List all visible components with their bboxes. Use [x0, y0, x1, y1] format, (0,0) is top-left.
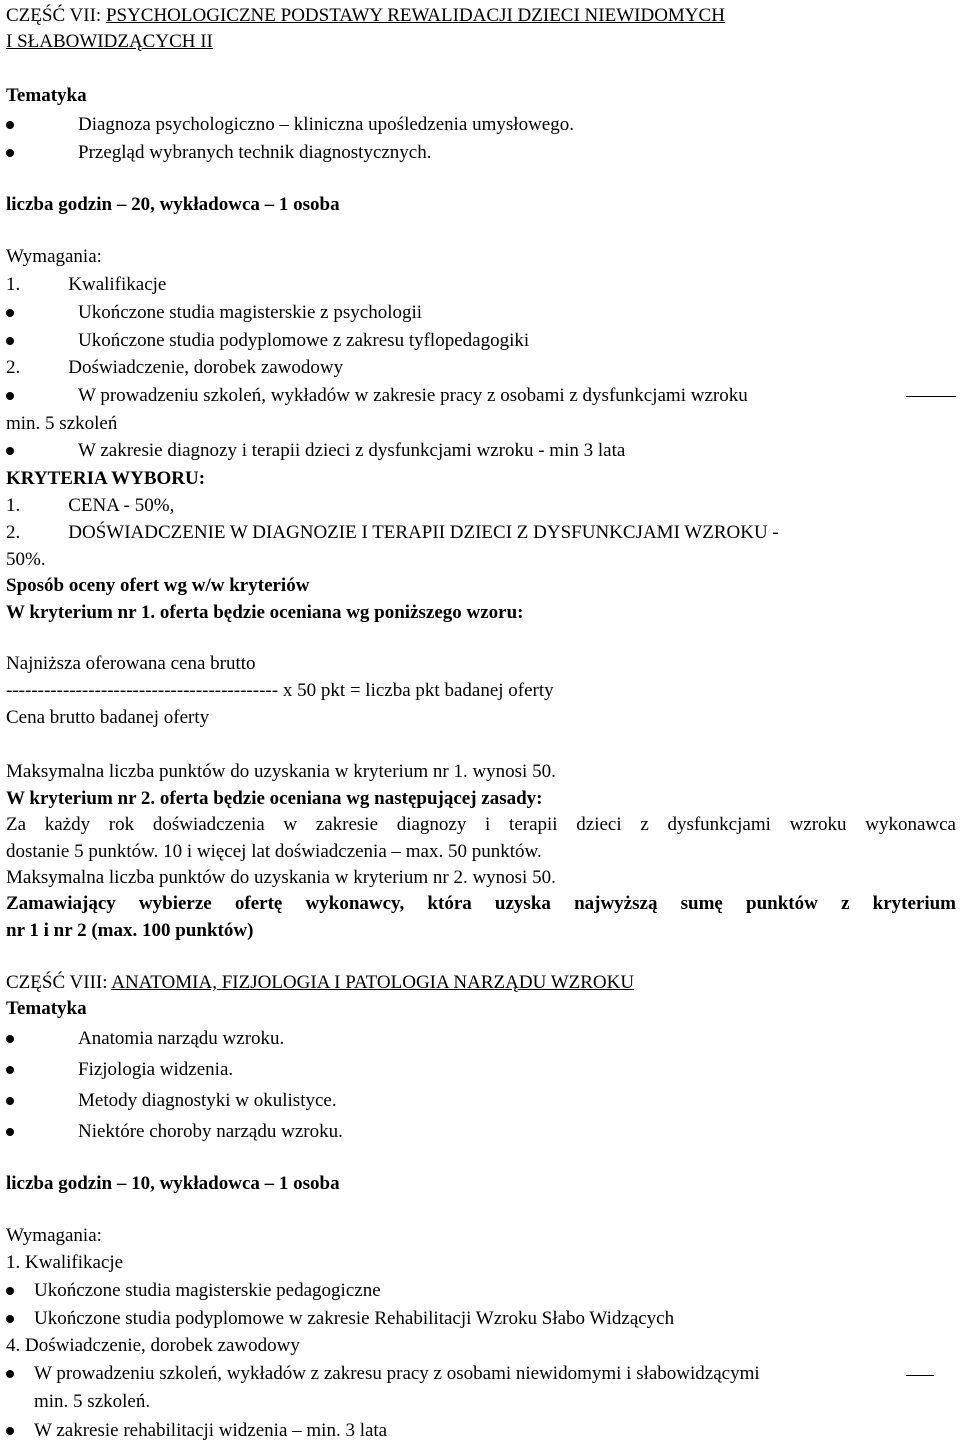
part8-req1: 1. Kwalifikacje — [6, 1252, 124, 1273]
part7-hours: liczba godzin – 20, wykładowca – 1 osoba — [6, 194, 340, 215]
bullet-icon — [6, 1287, 14, 1295]
part8-req1-item-1: Ukończone studia magisterskie pedagogiczne — [34, 1280, 381, 1301]
dash-line — [906, 396, 956, 397]
part7-req1-item-1: Ukończone studia magisterskie z psychologii — [78, 302, 423, 323]
bullet-icon — [6, 1315, 14, 1323]
part8-topics-heading: Tematyka — [6, 998, 87, 1019]
part8-label: CZĘŚĆ VIII: — [6, 972, 112, 993]
bullet-icon — [6, 447, 14, 455]
part7-req1 — [6, 273, 166, 297]
formula-numerator: Najniższa oferowana cena brutto — [6, 653, 256, 674]
crit2-text: DOŚWIADCZENIE W DIAGNOZIE I TERAPII DZIECI Z DYSFUNKCJAMI WZROKU - — [68, 522, 779, 543]
part7-criteria-heading: KRYTERIA WYBORU: — [6, 468, 206, 489]
part8-title — [6, 971, 634, 995]
part7-req2-item-1-cont: min. 5 szkoleń — [6, 413, 118, 434]
part8-req4-item-1: W prowadzeniu szkoleń, wykładów z zakresu pracy z osobami niewidomymi i słabowidzącymi — [34, 1363, 760, 1384]
part8-hours: liczba godzin – 10, wykładowca – 1 osoba — [6, 1173, 340, 1194]
part7-final-line2: nr 1 i nr 2 (max. 100 punktów) — [6, 920, 254, 941]
bullet-icon — [6, 392, 14, 400]
part7-k2-text-line2: dostanie 5 punktów. 10 i więcej lat doświadczenia – max. 50 punktów. — [6, 841, 542, 862]
part8-req4-item-2: W zakresie rehabilitacji widzenia – min. 3 lata — [34, 1420, 388, 1441]
part7-k1-heading: W kryterium nr 1. oferta będzie oceniana wg poniższego wzoru: — [6, 602, 524, 623]
part7-topic-1: Diagnoza psychologiczno – kliniczna upośledzenia umysłowego. — [78, 114, 574, 135]
part8-req4-item-1-cont: min. 5 szkoleń. — [34, 1391, 151, 1412]
part7-method-heading: Sposób oceny ofert wg w/w kryteriów — [6, 575, 310, 596]
part8-topic-1: Anatomia narządu wzroku. — [78, 1028, 285, 1049]
part8-topic-3: Metody diagnostyki w okulistyce. — [78, 1090, 337, 1111]
bullet-icon — [6, 1427, 14, 1435]
bullet-icon — [6, 1066, 14, 1074]
bullet-icon — [6, 1128, 14, 1136]
part7-req2-item-1: W prowadzeniu szkoleń, wykładów w zakresie pracy z osobami z dysfunkcjami wzroku — [78, 385, 748, 406]
part7-requirements-heading: Wymagania: — [6, 246, 102, 267]
req2-number: 2. — [6, 357, 21, 378]
part7-req2 — [6, 356, 343, 380]
part7-k2-heading: W kryterium nr 2. oferta będzie oceniana wg następującej zasady: — [6, 788, 543, 809]
dash-line — [906, 1375, 934, 1376]
part7-req1-item-2: Ukończone studia podyplomowe z zakresu tyflopedagogiki — [78, 330, 530, 351]
bullet-icon — [6, 1097, 14, 1105]
part7-title — [6, 4, 725, 28]
crit2-number: 2. — [6, 522, 21, 543]
part7-label: CZĘŚĆ VII: — [6, 5, 106, 26]
req2-label: Doświadczenie, dorobek zawodowy — [68, 357, 344, 378]
crit1-text: CENA - 50%, — [68, 495, 175, 516]
part7-k2-max: Maksymalna liczba punktów do uzyskania w kryterium nr 2. wynosi 50. — [6, 867, 556, 888]
bullet-icon — [6, 309, 14, 317]
bullet-icon — [6, 149, 14, 157]
part7-crit2-cont: 50%. — [6, 549, 46, 570]
part7-k1-max: Maksymalna liczba punktów do uzyskania w kryterium nr 1. wynosi 50. — [6, 761, 556, 782]
crit1-number: 1. — [6, 495, 21, 516]
part7-crit1 — [6, 494, 174, 518]
formula-line: ------------------------------------------- x 50 pkt = liczba pkt badanej oferty — [6, 680, 554, 701]
req1-number: 1. — [6, 274, 21, 295]
formula-denominator: Cena brutto badanej oferty — [6, 707, 210, 728]
part7-k2-text-line1: Za każdy rok doświadczenia w zakresie diagnozy i terapii dzieci z dysfunkcjami wzroku wykonawca — [6, 814, 956, 835]
part8-title-text: ANATOMIA, FIZJOLOGIA I PATOLOGIA NARZĄDU WZROKU — [111, 972, 635, 993]
part8-topic-4: Niektóre choroby narządu wzroku. — [78, 1121, 343, 1142]
part7-title-line2: I SŁABOWIDZĄCYCH II — [6, 31, 213, 52]
part7-req2-item-2: W zakresie diagnozy i terapii dzieci z dysfunkcjami wzroku - min 3 lata — [78, 440, 626, 461]
bullet-icon — [6, 1370, 14, 1378]
part8-req1-item-2: Ukończone studia podyplomowe w zakresie Rehabilitacji Wzroku Słabo Widzących — [34, 1308, 675, 1329]
part7-title-line1: PSYCHOLOGICZNE PODSTAWY REWALIDACJI DZIECI NIEWIDOMYCH — [105, 5, 725, 26]
part8-topic-2: Fizjologia widzenia. — [78, 1059, 234, 1080]
part7-final-line1: Zamawiający wybierze ofertę wykonawcy, która uzyska najwyższą sumę punktów z kryterium — [6, 893, 956, 914]
part7-crit2 — [6, 521, 779, 545]
bullet-icon — [6, 1035, 14, 1043]
part7-topic-2: Przegląd wybranych technik diagnostycznych. — [78, 142, 432, 163]
bullet-icon — [6, 121, 14, 129]
part8-req4: 4. Doświadczenie, dorobek zawodowy — [6, 1335, 300, 1356]
part7-topics-heading: Tematyka — [6, 85, 87, 106]
part8-requirements-heading: Wymagania: — [6, 1225, 102, 1246]
req1-label: Kwalifikacje — [68, 274, 167, 295]
bullet-icon — [6, 337, 14, 345]
